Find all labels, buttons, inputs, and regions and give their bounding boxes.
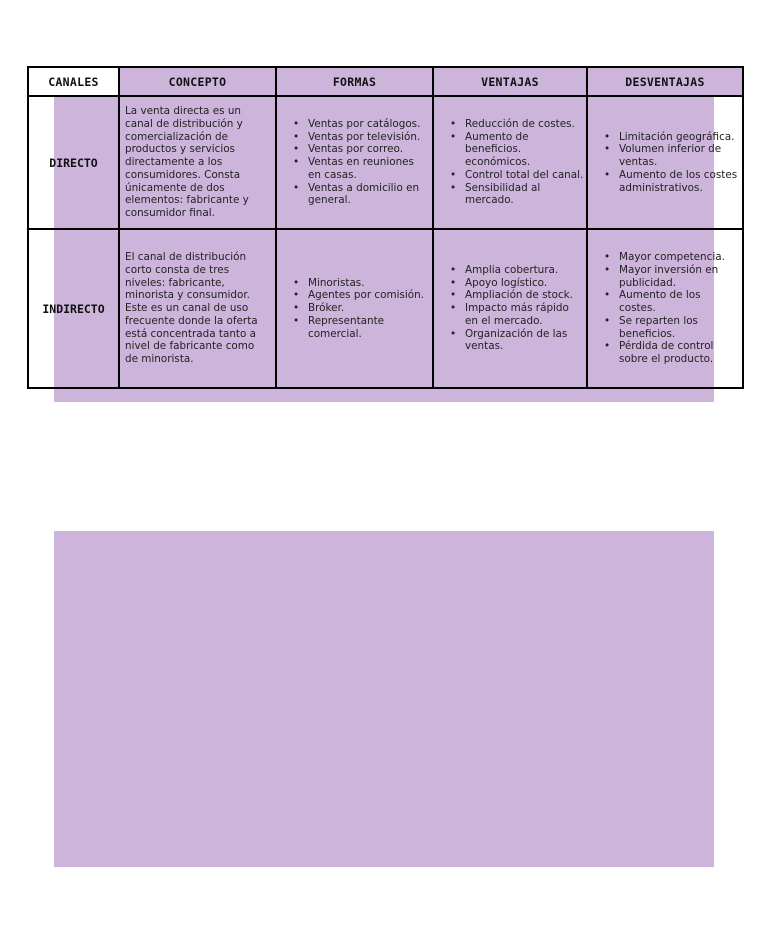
- list-item: • Organización de las ventas.: [465, 328, 584, 353]
- desventajas-list: [588, 131, 742, 195]
- lilac-background-bottom: [54, 531, 714, 867]
- list-item: • Ventas por correo.: [308, 143, 430, 156]
- row-label-directo: DIRECTO: [28, 96, 119, 229]
- row-label-indirecto: INDIRECTO: [28, 229, 119, 388]
- formas-list: [277, 277, 432, 341]
- ventajas-list: [434, 264, 586, 353]
- formas-list: [277, 118, 432, 207]
- header-desventajas: DESVENTAJAS: [587, 67, 743, 96]
- concepto-text: El canal de distribución corto consta de tres niveles: fabricante, minorista y consumidor. Este es un canal de uso frecuente donde la oferta está concentrada tanto a nivel de fabricante como de minorista.: [125, 251, 258, 365]
- cell-ventajas-indirecto: [433, 229, 587, 388]
- desventajas-list: [588, 251, 742, 365]
- list-item: • Amplia cobertura.: [465, 264, 584, 277]
- list-item: • Representante comercial.: [308, 315, 430, 340]
- cell-ventajas-directo: [433, 96, 587, 229]
- concepto-text: La venta directa es un canal de distribución y comercialización de productos y servicios directamente a los consumidores. Consta únicamente de dos elementos: fabricante y consumidor final.: [125, 105, 249, 219]
- cell-concepto-indirecto: [119, 229, 276, 388]
- list-item: • Aumento de los costes administrativos.: [619, 169, 740, 194]
- list-item: • Aumento de los costes.: [619, 289, 740, 314]
- cell-desventajas-directo: [587, 96, 743, 229]
- list-item: • Aumento de beneficios. económicos.: [465, 131, 584, 169]
- list-item: • Sensibilidad al mercado.: [465, 182, 584, 207]
- header-ventajas: VENTAJAS: [433, 67, 587, 96]
- table-row-indirecto: [28, 229, 743, 388]
- list-item: • Agentes por comisión.: [308, 289, 430, 302]
- header-concepto: CONCEPTO: [119, 67, 276, 96]
- list-item: • Bróker.: [308, 302, 430, 315]
- cell-concepto-directo: [119, 96, 276, 229]
- list-item: • Limitación geográfica.: [619, 131, 740, 144]
- list-item: • Control total del canal.: [465, 169, 584, 182]
- table-row-directo: [28, 96, 743, 229]
- distribution-channels-table: [27, 66, 744, 389]
- list-item: • Ventas a domicilio en general.: [308, 182, 430, 207]
- list-item: • Apoyo logístico.: [465, 277, 584, 290]
- list-item: • Ventas por televisión.: [308, 131, 430, 144]
- list-item: • Ventas por catálogos.: [308, 118, 430, 131]
- list-item: • Impacto más rápido en el mercado.: [465, 302, 584, 327]
- ventajas-list: [434, 118, 586, 207]
- header-canales: CANALES: [28, 67, 119, 96]
- header-formas: FORMAS: [276, 67, 433, 96]
- list-item: • Minoristas.: [308, 277, 430, 290]
- list-item: • Ventas en reuniones en casas.: [308, 156, 430, 181]
- list-item: • Reducción de costes.: [465, 118, 584, 131]
- header-row: [28, 67, 743, 96]
- list-item: • Mayor competencia.: [619, 251, 740, 264]
- cell-formas-directo: [276, 96, 433, 229]
- list-item: • Ampliación de stock.: [465, 289, 584, 302]
- list-item: • Se reparten los beneficios.: [619, 315, 740, 340]
- list-item: • Volumen inferior de ventas.: [619, 143, 740, 168]
- list-item: • Mayor inversión en publicidad.: [619, 264, 740, 289]
- list-item: • Pérdida de control sobre el producto.: [619, 340, 740, 365]
- cell-formas-indirecto: [276, 229, 433, 388]
- cell-desventajas-indirecto: [587, 229, 743, 388]
